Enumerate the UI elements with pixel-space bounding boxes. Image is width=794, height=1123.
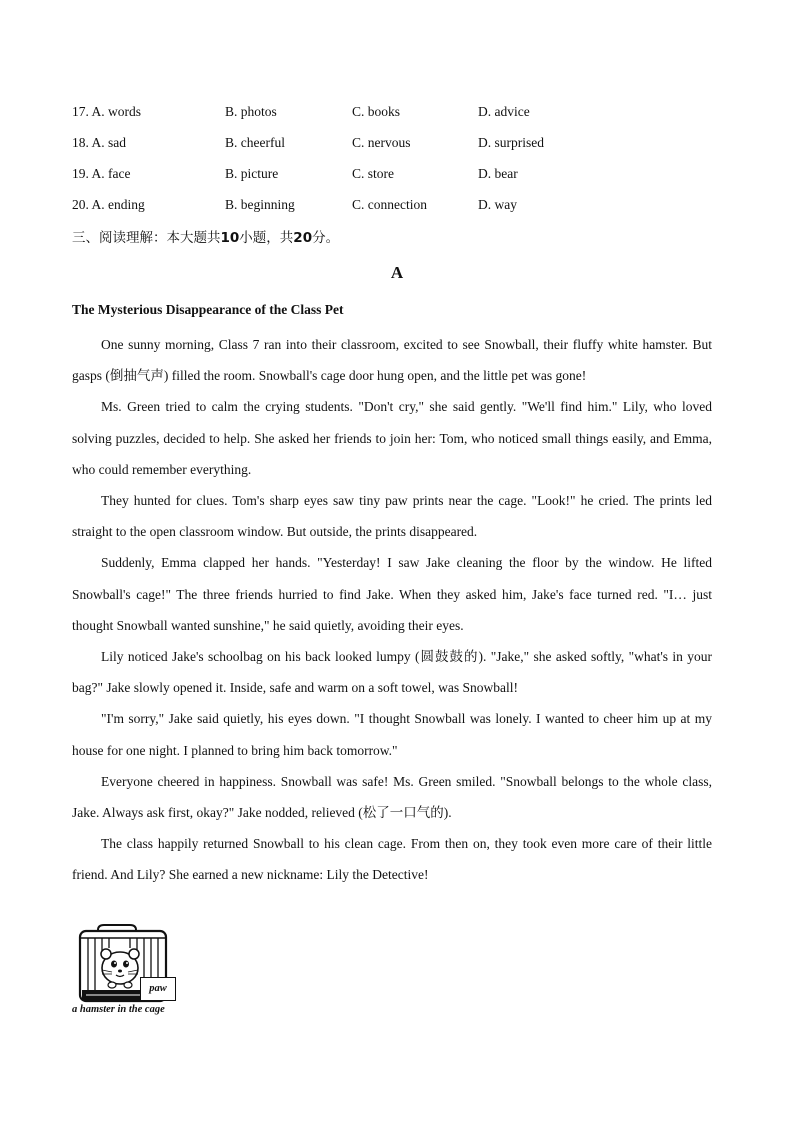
- paragraph: Suddenly, Emma clapped her hands. "Yesterday! I saw Jake cleaning the floor by the window. He lifted Snowball's cage!" The three friends hurried to find Jake. When they asked him, Jake's face turned red. "I… just thought Snowball wanted sunshine," he said quietly, avoiding their eyes.: [72, 555, 712, 633]
- score-total: 20: [293, 230, 313, 246]
- passage-letter: A: [390, 263, 404, 282]
- paragraph: They hunted for clues. Tom's sharp eyes saw tiny paw prints near the cage. "Look!" he cried. The prints led straight to the open classroom window. But outside, the prints disappeared.: [72, 493, 712, 540]
- question-row: [72, 101, 722, 132]
- section-heading: [72, 227, 339, 249]
- option-a: 17. A. words: [72, 104, 142, 119]
- option-d: D. bear: [478, 166, 518, 181]
- option-d: D. way: [478, 197, 517, 212]
- paragraph: Lily noticed Jake's schoolbag on his back looked lumpy (圆鼓鼓的). "Jake," she asked softly, "what's in your bag?" Jake slowly opened it. Inside, safe and warm on a soft towel, was Snowball!: [72, 649, 712, 696]
- paragraph: Everyone cheered in happiness. Snowball was safe! Ms. Green smiled. "Snowball belongs to the whole class, Jake. Always ask first, okay?" Jake nodded, relieved (松了一口气的).: [72, 773, 712, 821]
- option-a: 19. A. face: [72, 166, 131, 181]
- option-c: C. nervous: [352, 135, 411, 150]
- option-a: 18. A. sad: [72, 135, 126, 150]
- section-mid: 小题，共: [239, 230, 294, 246]
- passage-title: The Mysterious Disappearance of the Class Pet: [72, 302, 344, 317]
- option-c: C. connection: [352, 197, 427, 212]
- hamster-cage-figure: [72, 924, 192, 1019]
- paragraph: "I'm sorry," Jake said quietly, his eyes down. "I thought Snowball was lonely. I wanted to cheer him up at my house for one night. I planned to bring him back tomorrow.": [72, 711, 712, 758]
- option-d: D. surprised: [478, 135, 544, 150]
- answer-options: [72, 101, 722, 225]
- section-suffix: 分。: [312, 230, 340, 246]
- option-b: B. photos: [225, 104, 277, 119]
- paragraph: One sunny morning, Class 7 ran into their classroom, excited to see Snowball, their fluffy white hamster. But gasps (倒抽气声) filled the room. Snowball's cage door hung open, and the little pet was gone!: [72, 337, 712, 384]
- option-c: C. store: [352, 166, 394, 181]
- paw-label: paw: [140, 977, 176, 1001]
- paragraph: The class happily returned Snowball to his clean cage. From then on, they took even more care of their little friend. And Lily? She earned a new nickname: Lily the Detective!: [72, 836, 712, 883]
- question-row: [72, 194, 722, 225]
- option-d: D. advice: [478, 104, 530, 119]
- option-b: B. cheerful: [225, 135, 285, 150]
- option-c: C. books: [352, 104, 401, 119]
- option-b: B. beginning: [225, 197, 295, 212]
- section-prefix: 三、阅读理解：本大题共: [72, 230, 221, 246]
- question-row: [72, 163, 722, 194]
- question-count: 10: [220, 230, 240, 246]
- passage-body: [72, 329, 712, 891]
- option-a: 20. A. ending: [72, 197, 145, 212]
- option-b: B. picture: [225, 166, 279, 181]
- question-row: [72, 132, 722, 163]
- figure-caption: a hamster in the cage: [72, 1004, 165, 1015]
- paragraph: Ms. Green tried to calm the crying students. "Don't cry," she said gently. "We'll find him." Lily, who loved solving puzzles, decided to help. She asked her friends to join her: Tom, who noticed small things easily, and Emma, who could remember everything.: [72, 399, 712, 477]
